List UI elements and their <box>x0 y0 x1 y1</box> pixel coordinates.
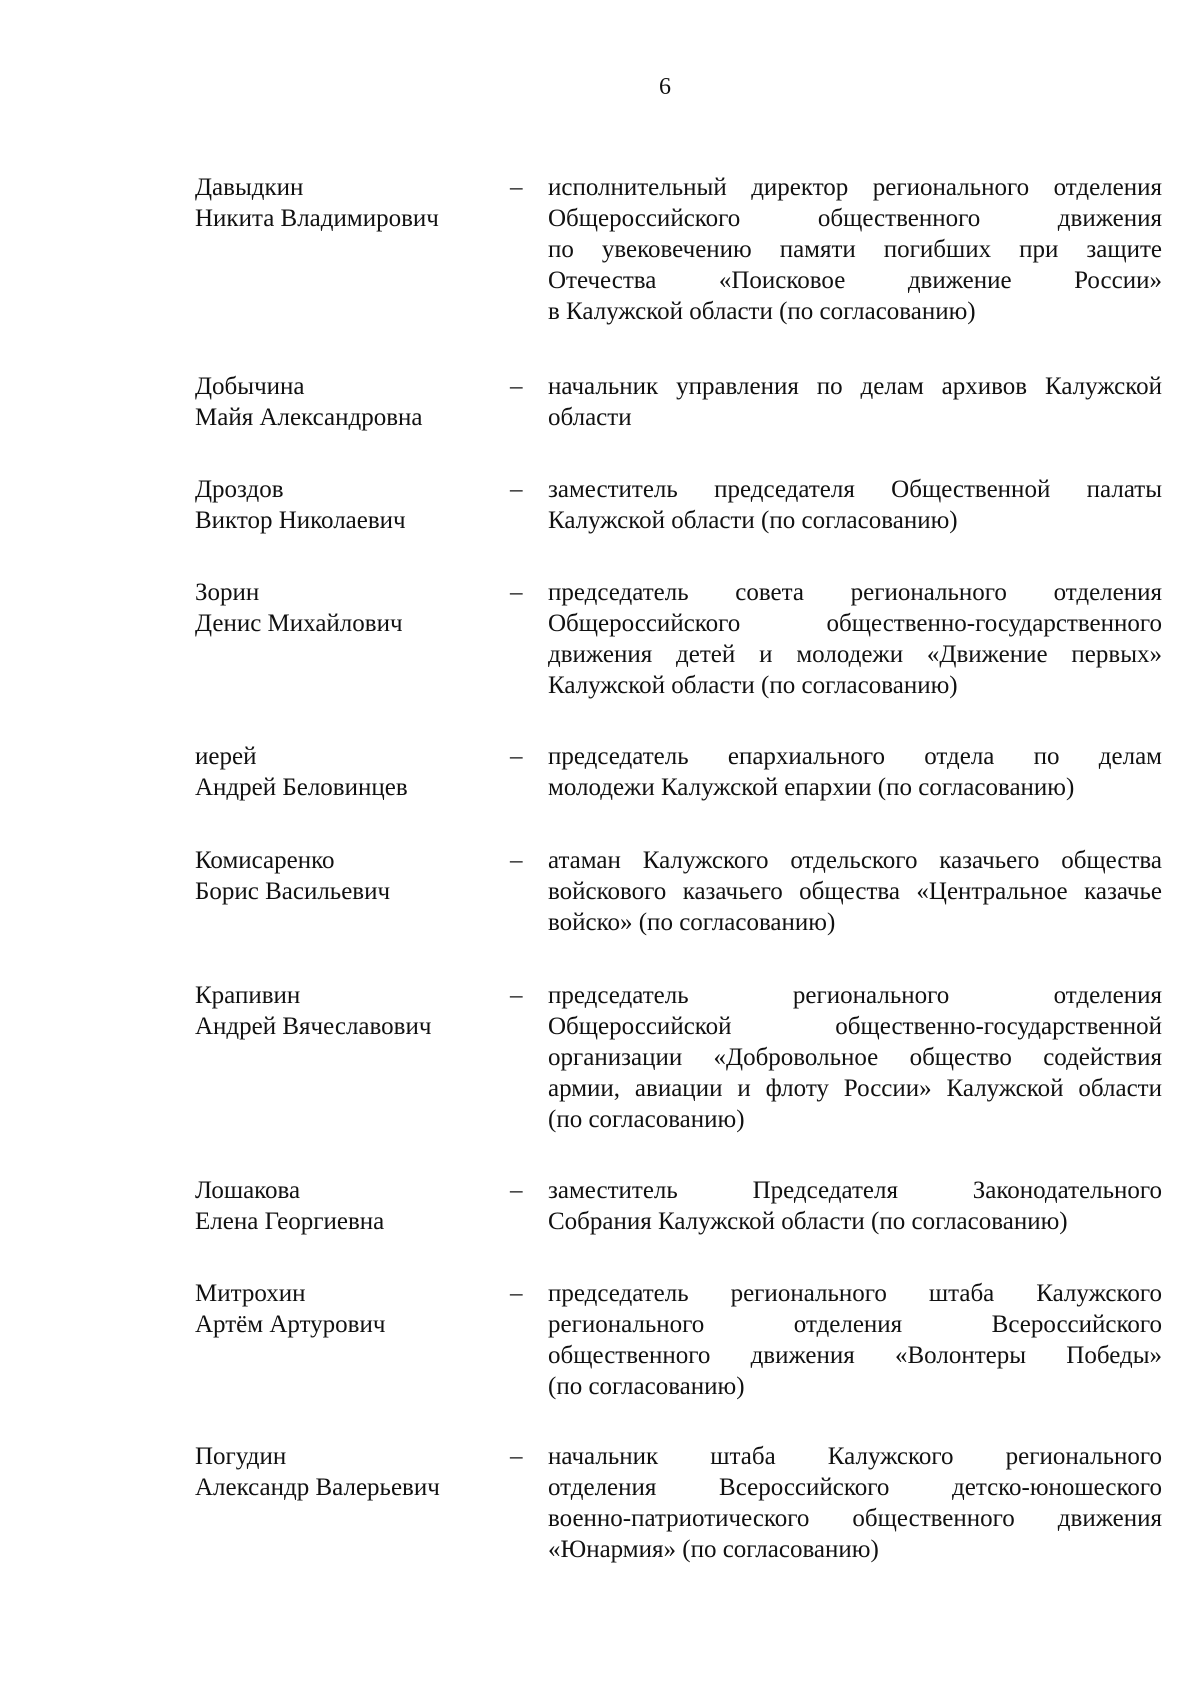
position-line: Собрания Калужской области (по согласованию) <box>548 1208 1068 1235</box>
member-name <box>195 1278 495 1340</box>
position-line: в Калужской области (по согласованию) <box>548 298 976 325</box>
dash-separator: – <box>510 579 523 606</box>
member-position <box>548 741 1162 803</box>
member-name <box>195 371 495 433</box>
position-line: Общероссийского общественного движения <box>548 205 1162 232</box>
position-line: «Юнармия» (по согласованию) <box>548 1536 879 1563</box>
position-line: армии, авиации и флоту России» Калужской области <box>548 1075 1162 1102</box>
position-line: Общероссийской общественно-государственной <box>548 1013 1162 1040</box>
position-line: председатель епархиального отдела по делам <box>548 743 1162 770</box>
member-given-name: Андрей Беловинцев <box>195 774 408 801</box>
position-line: (по согласованию) <box>548 1106 745 1133</box>
dash-separator: – <box>510 743 523 770</box>
member-position <box>548 1175 1162 1237</box>
member-name <box>195 845 495 907</box>
position-line: Калужской области (по согласованию) <box>548 672 958 699</box>
member-position <box>548 845 1162 938</box>
member-position <box>548 1278 1162 1402</box>
member-surname: Погудин <box>195 1443 287 1470</box>
member-surname: Дроздов <box>195 476 284 503</box>
dash-separator: – <box>510 174 523 201</box>
member-name <box>195 172 495 234</box>
position-line: организации «Добровольное общество содействия <box>548 1044 1162 1071</box>
member-surname: Комисаренко <box>195 847 335 874</box>
position-line: атаман Калужского отдельского казачьего общества <box>548 847 1162 874</box>
dash-separator: – <box>510 847 523 874</box>
member-surname: Зорин <box>195 579 260 606</box>
member-given-name: Виктор Николаевич <box>195 507 406 534</box>
member-given-name: Елена Георгиевна <box>195 1208 385 1235</box>
dash-separator: – <box>510 1443 523 1470</box>
member-position <box>548 980 1162 1135</box>
member-surname: Давыдкин <box>195 174 304 201</box>
member-given-name: Андрей Вячеславович <box>195 1013 432 1040</box>
member-surname: иерей <box>195 743 257 770</box>
position-line: начальник штаба Калужского регионального <box>548 1443 1162 1470</box>
position-line: области <box>548 404 632 431</box>
dash-separator: – <box>510 1280 523 1307</box>
member-given-name: Никита Владимирович <box>195 205 439 232</box>
position-line: Калужской области (по согласованию) <box>548 507 958 534</box>
member-position <box>548 172 1162 327</box>
member-given-name: Александр Валерьевич <box>195 1474 440 1501</box>
member-name <box>195 980 495 1042</box>
member-name <box>195 741 495 803</box>
position-line: общественного движения «Волонтеры Победы» <box>548 1342 1162 1369</box>
member-surname: Добычина <box>195 373 305 400</box>
member-given-name: Денис Михайлович <box>195 610 403 637</box>
member-surname: Лошакова <box>195 1177 301 1204</box>
member-name <box>195 474 495 536</box>
position-line: по увековечению памяти погибших при защите <box>548 236 1162 263</box>
member-position <box>548 474 1162 536</box>
position-line: войскового казачьего общества «Центральное казачье <box>548 878 1162 905</box>
member-given-name: Борис Васильевич <box>195 878 391 905</box>
position-line: исполнительный директор регионального отделения <box>548 174 1162 201</box>
position-line: председатель регионального отделения <box>548 982 1162 1009</box>
position-line: регионального отделения Всероссийского <box>548 1311 1162 1338</box>
dash-separator: – <box>510 476 523 503</box>
position-line: отделения Всероссийского детско-юношеского <box>548 1474 1162 1501</box>
dash-separator: – <box>510 373 523 400</box>
position-line: молодежи Калужской епархии (по согласованию) <box>548 774 1075 801</box>
position-line: заместитель председателя Общественной палаты <box>548 476 1162 503</box>
member-position <box>548 371 1162 433</box>
position-line: заместитель Председателя Законодательного <box>548 1177 1162 1204</box>
member-given-name: Майя Александровна <box>195 404 423 431</box>
dash-separator: – <box>510 982 523 1009</box>
position-line: военно-патриотического общественного движения <box>548 1505 1162 1532</box>
position-line: войско» (по согласованию) <box>548 909 836 936</box>
member-position <box>548 577 1162 701</box>
position-line: начальник управления по делам архивов Калужской <box>548 373 1162 400</box>
position-line: (по согласованию) <box>548 1373 745 1400</box>
member-position <box>548 1441 1162 1565</box>
position-line: Отечества «Поисковое движение России» <box>548 267 1162 294</box>
member-surname: Крапивин <box>195 982 301 1009</box>
member-surname: Митрохин <box>195 1280 306 1307</box>
position-line: председатель регионального штаба Калужского <box>548 1280 1162 1307</box>
member-name <box>195 1441 495 1503</box>
position-line: Общероссийского общественно-государственного <box>548 610 1162 637</box>
position-line: председатель совета регионального отделения <box>548 579 1162 606</box>
member-given-name: Артём Артурович <box>195 1311 386 1338</box>
dash-separator: – <box>510 1177 523 1204</box>
position-line: движения детей и молодежи «Движение первых» <box>548 641 1162 668</box>
page-number: 6 <box>659 74 671 100</box>
member-name <box>195 1175 495 1237</box>
member-name <box>195 577 495 639</box>
